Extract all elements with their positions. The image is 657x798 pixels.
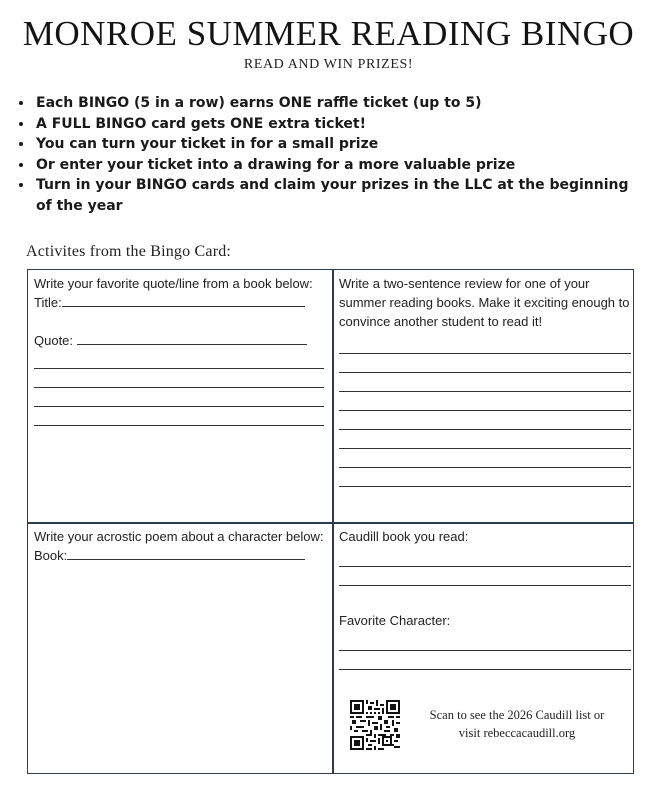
write-line[interactable] xyxy=(339,468,631,487)
quote-row xyxy=(34,331,324,350)
review-prompt: Write a two-sentence review for one of your summer reading books. Make it exciting enough to convince another student to read it! xyxy=(339,276,630,329)
activities-heading: Activites from the Bingo Card: xyxy=(26,243,232,260)
title-label: Title: xyxy=(34,295,62,310)
quote-prompt: Write your favorite quote/line from a book below: xyxy=(34,276,313,291)
page-title: MONROE SUMMER READING BINGO xyxy=(22,14,635,53)
page-subtitle: READ AND WIN PRIZES! xyxy=(243,57,414,72)
write-line[interactable] xyxy=(34,388,324,407)
rule-item: • A FULL BINGO card gets ONE extra ticket! xyxy=(34,114,634,135)
book-label: Book: xyxy=(34,548,68,563)
activities-grid xyxy=(27,269,634,774)
write-line[interactable] xyxy=(34,350,324,369)
write-line[interactable] xyxy=(339,449,631,468)
qr-section xyxy=(350,700,630,752)
qr-code-icon[interactable] xyxy=(350,700,400,750)
favorite-character-label: Favorite Character: xyxy=(339,613,451,628)
qr-caption xyxy=(402,706,632,742)
write-line[interactable] xyxy=(339,430,631,449)
write-line[interactable] xyxy=(339,354,631,373)
write-line[interactable] xyxy=(339,567,631,586)
rules-list xyxy=(20,93,634,216)
quote-blank[interactable] xyxy=(77,331,307,345)
write-line[interactable] xyxy=(339,632,631,651)
qr-caption-line2[interactable]: visit rebeccacaudill.org xyxy=(458,726,576,740)
write-line[interactable] xyxy=(339,392,631,411)
caudill-book-label: Caudill book you read: xyxy=(339,529,469,544)
write-line[interactable] xyxy=(339,411,631,430)
grid-divider-horizontal xyxy=(28,522,633,524)
quote-label: Quote: xyxy=(34,333,74,348)
qr-caption-line1: Scan to see the 2026 Caudill list or xyxy=(429,708,605,722)
rule-item: • Turn in your BINGO cards and claim your prizes in the LLC at the beginning of the year xyxy=(34,175,634,216)
write-line[interactable] xyxy=(34,369,324,388)
title-row xyxy=(34,293,324,312)
review-box xyxy=(339,274,631,487)
book-blank[interactable] xyxy=(67,546,305,560)
title-blank[interactable] xyxy=(62,293,305,307)
rule-item: • Or enter your ticket into a drawing for a more valuable prize xyxy=(34,155,634,176)
poem-prompt: Write your acrostic poem about a character below: xyxy=(34,529,324,544)
write-line[interactable] xyxy=(339,335,631,354)
rule-item: • You can turn your ticket in for a small prize xyxy=(34,134,634,155)
write-line[interactable] xyxy=(339,373,631,392)
rule-item: • Each BINGO (5 in a row) earns ONE raffle ticket (up to 5) xyxy=(34,93,634,114)
write-line[interactable] xyxy=(339,548,631,567)
poem-box xyxy=(34,527,324,565)
write-line[interactable] xyxy=(339,651,631,670)
quote-box xyxy=(34,274,324,426)
book-row xyxy=(34,546,324,565)
write-line[interactable] xyxy=(34,407,324,426)
caudill-box xyxy=(339,527,631,670)
